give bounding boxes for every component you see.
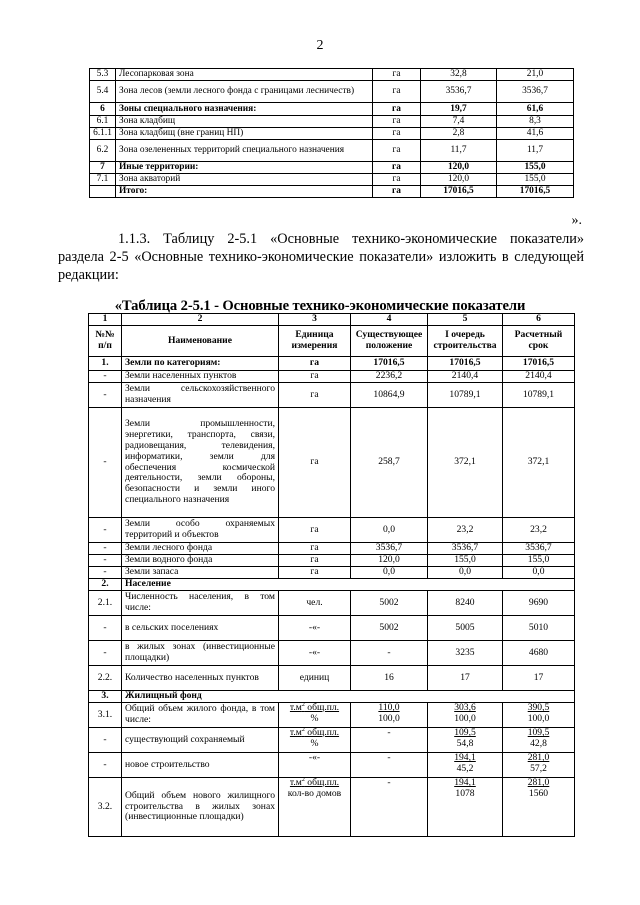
row-value-v3: 372,1	[503, 408, 575, 518]
row-name: Зона акваторий	[116, 174, 373, 186]
row-unit: -«-	[279, 641, 351, 666]
row-value-v2: 17016,5	[428, 357, 503, 371]
row-name: новое строительство	[122, 753, 279, 778]
row-value-existing: 3536,7	[421, 81, 497, 103]
row-unit: га	[373, 116, 421, 128]
table-row	[89, 518, 575, 543]
row-name: Зона кладбищ	[116, 116, 373, 128]
header-row	[89, 326, 575, 357]
row-value-existing: 120,0	[421, 174, 497, 186]
table-row	[90, 69, 574, 81]
column-header: Единица измерения	[279, 326, 351, 357]
row-name: Количество населенных пунктов	[122, 666, 279, 691]
column-number: 5	[428, 314, 503, 326]
row-value-v2: 194,1 1078	[428, 778, 503, 837]
row-unit: га	[279, 543, 351, 555]
row-unit: га	[373, 81, 421, 103]
row-name: Земли запаса	[122, 567, 279, 579]
row-unit: -«-	[279, 616, 351, 641]
row-value-planned: 21,0	[497, 69, 574, 81]
table2-title: «Таблица 2-5.1 - Основные технико-экономические показатели	[114, 298, 526, 314]
table-row	[89, 616, 575, 641]
row-value-planned: 41,6	[497, 128, 574, 140]
row-name: в жилых зонах (инвестиционные площадки)	[122, 641, 279, 666]
column-header: Существующее положение	[351, 326, 428, 357]
row-number: -	[89, 555, 122, 567]
row-value-v1: 120,0	[351, 555, 428, 567]
row-name: Земли по категориям:	[122, 357, 279, 371]
table-row	[90, 103, 574, 116]
row-value-planned: 11,7	[497, 140, 574, 162]
row-number: -	[89, 728, 122, 753]
row-number: -	[89, 543, 122, 555]
row-number: -	[89, 567, 122, 579]
row-name: Общий объем нового жилищного строительства в жилых зонах (инвестиционные площадки)	[122, 778, 279, 837]
row-value-planned: 155,0	[497, 174, 574, 186]
column-header: Расчетный срок	[503, 326, 575, 357]
row-number: 2.2.	[89, 666, 122, 691]
row-unit: га	[279, 408, 351, 518]
row-unit: га	[373, 174, 421, 186]
row-number: 3.	[89, 691, 122, 703]
row-value-v2: 155,0	[428, 555, 503, 567]
row-unit: чел.	[279, 591, 351, 616]
row-value-v3: 9690	[503, 591, 575, 616]
row-number: 6	[90, 103, 116, 116]
row-value-v1: -	[351, 778, 428, 837]
row-number: -	[89, 408, 122, 518]
row-unit: га	[373, 128, 421, 140]
row-value-v2: 8240	[428, 591, 503, 616]
row-number: 5.3	[90, 69, 116, 81]
table-row	[89, 357, 575, 371]
row-unit: га	[279, 371, 351, 383]
row-number: -	[89, 641, 122, 666]
row-value-existing: 120,0	[421, 162, 497, 174]
column-number: 2	[122, 314, 279, 326]
table-row	[89, 579, 575, 591]
row-number: 1.	[89, 357, 122, 371]
row-value-v1: -	[351, 753, 428, 778]
row-value-v2: 3536,7	[428, 543, 503, 555]
row-value-v3: 0,0	[503, 567, 575, 579]
section-heading: Население	[122, 579, 575, 591]
table-row	[90, 174, 574, 186]
row-value-v1: 5002	[351, 616, 428, 641]
row-name: Иные территории:	[116, 162, 373, 174]
table-row	[90, 186, 574, 198]
row-name: существующий сохраняемый	[122, 728, 279, 753]
row-value-planned: 8,3	[497, 116, 574, 128]
row-number: 6.1.1	[90, 128, 116, 140]
row-value-v2: 303,6 100,0	[428, 703, 503, 728]
row-value-v1: -	[351, 728, 428, 753]
row-value-v2: 194,1 45,2	[428, 753, 503, 778]
column-number: 6	[503, 314, 575, 326]
row-value-v3: 17016,5	[503, 357, 575, 371]
row-number: 2.1.	[89, 591, 122, 616]
row-unit: $т.м^2$ общ.пл. %	[279, 728, 351, 753]
row-value-v1: 16	[351, 666, 428, 691]
row-value-v1: 0,0	[351, 518, 428, 543]
row-number: -	[89, 518, 122, 543]
table-row	[90, 162, 574, 174]
row-value-v1: 5002	[351, 591, 428, 616]
row-value-existing: 17016,5	[421, 186, 497, 198]
row-name: Земли водного фонда	[122, 555, 279, 567]
row-value-v1: -	[351, 641, 428, 666]
row-name: Зоны специального назначения:	[116, 103, 373, 116]
row-value-v3: 3536,7	[503, 543, 575, 555]
row-value-v2: 10789,1	[428, 383, 503, 408]
table-main-indicators	[88, 313, 575, 837]
row-value-planned: 61,6	[497, 103, 574, 116]
row-unit: $т.м^2$ общ.пл. %	[279, 703, 351, 728]
row-value-v3: 155,0	[503, 555, 575, 567]
row-number: 3.1.	[89, 703, 122, 728]
row-value-v3: 2140,4	[503, 371, 575, 383]
column-header: I очередь строительства	[428, 326, 503, 357]
table-row	[90, 140, 574, 162]
row-unit: $т.м^2$ общ.пл. кол-во домов	[279, 778, 351, 837]
row-number: 3.2.	[89, 778, 122, 837]
row-unit: га	[373, 162, 421, 174]
row-value-v3: 281,0 1560	[503, 778, 575, 837]
column-number: 3	[279, 314, 351, 326]
row-value-v3: 390,5 100,0	[503, 703, 575, 728]
row-number: 6.2	[90, 140, 116, 162]
row-value-v2: 5005	[428, 616, 503, 641]
row-name: Численность населения, в том числе:	[122, 591, 279, 616]
closing-quote: ».	[571, 213, 582, 228]
row-value-v3: 10789,1	[503, 383, 575, 408]
table-row	[89, 728, 575, 753]
row-number: 7	[90, 162, 116, 174]
table-row	[89, 543, 575, 555]
row-name: Зона лесов (земли лесного фонда с границами лесничеств)	[116, 81, 373, 103]
row-unit: единиц	[279, 666, 351, 691]
table-row	[89, 591, 575, 616]
table-row	[89, 778, 575, 837]
row-value-v3: 17	[503, 666, 575, 691]
table-row	[90, 116, 574, 128]
row-number: 2.	[89, 579, 122, 591]
table-row	[89, 408, 575, 518]
row-name: Земли лесного фонда	[122, 543, 279, 555]
row-number: -	[89, 371, 122, 383]
row-value-existing: 7,4	[421, 116, 497, 128]
table-row	[90, 128, 574, 140]
row-name: Земли сельскохозяйственного назначения	[122, 383, 279, 408]
column-number-row	[89, 314, 575, 326]
row-name: Итого:	[116, 186, 373, 198]
row-value-existing: 32,8	[421, 69, 497, 81]
page-number: 2	[316, 38, 324, 53]
table-row	[89, 371, 575, 383]
row-name: Земли населенных пунктов	[122, 371, 279, 383]
row-value-v1: 0,0	[351, 567, 428, 579]
row-unit: га	[373, 69, 421, 81]
row-unit: га	[279, 383, 351, 408]
section-heading: Жилищный фонд	[122, 691, 575, 703]
row-unit: га	[373, 186, 421, 198]
row-value-v1: 258,7	[351, 408, 428, 518]
row-value-v2: 109,5 54,8	[428, 728, 503, 753]
row-value-v3: 281,0 57,2	[503, 753, 575, 778]
row-unit: га	[279, 518, 351, 543]
row-value-v2: 2140,4	[428, 371, 503, 383]
row-name: в сельских поселениях	[122, 616, 279, 641]
row-unit: га	[279, 555, 351, 567]
row-value-existing: 19,7	[421, 103, 497, 116]
row-name: Зона озелененных территорий специального назначения	[116, 140, 373, 162]
table-row	[89, 666, 575, 691]
table-row	[89, 753, 575, 778]
paragraph-text: 1.1.3. Таблицу 2-5.1 «Основные технико-экономические показатели» раздела 2-5 «Основные технико-экономические показатели» изложить в следующей редакции:	[58, 231, 584, 283]
table-row	[89, 383, 575, 408]
row-name: Земли промышленности, энергетики, транспорта, связи, радиовещания, телевидения, информатики, земли для обеспечения космической деятельности, земли обороны, безопасности и земли иного специального назначения	[122, 408, 279, 518]
column-number: 4	[351, 314, 428, 326]
row-unit: га	[279, 357, 351, 371]
row-value-v2: 3235	[428, 641, 503, 666]
row-value-v1: 10864,9	[351, 383, 428, 408]
row-number: -	[89, 753, 122, 778]
row-name: Земли особо охраняемых территорий и объектов	[122, 518, 279, 543]
row-unit: -«-	[279, 753, 351, 778]
row-unit: га	[373, 103, 421, 116]
row-value-v2: 17	[428, 666, 503, 691]
row-number: 5.4	[90, 81, 116, 103]
row-value-v1: 110,0 100,0	[351, 703, 428, 728]
row-number: -	[89, 383, 122, 408]
column-header: Наименование	[122, 326, 279, 357]
table-row	[89, 691, 575, 703]
row-name: Зона кладбищ (вне границ НП)	[116, 128, 373, 140]
row-value-v1: 2236,2	[351, 371, 428, 383]
row-number: -	[89, 616, 122, 641]
row-value-v1: 17016,5	[351, 357, 428, 371]
row-value-v2: 23,2	[428, 518, 503, 543]
table-row	[90, 81, 574, 103]
row-value-v2: 0,0	[428, 567, 503, 579]
row-value-planned: 17016,5	[497, 186, 574, 198]
column-header: №№ п/п	[89, 326, 122, 357]
row-number	[90, 186, 116, 198]
row-name: Общий объем жилого фонда, в том числе:	[122, 703, 279, 728]
row-value-v3: 23,2	[503, 518, 575, 543]
row-value-v3: 4680	[503, 641, 575, 666]
row-number: 7.1	[90, 174, 116, 186]
table-land-zones	[89, 68, 574, 198]
column-number: 1	[89, 314, 122, 326]
row-value-v3: 5010	[503, 616, 575, 641]
row-value-v3: 109,5 42,8	[503, 728, 575, 753]
row-name: Лесопарковая зона	[116, 69, 373, 81]
row-number: 6.1	[90, 116, 116, 128]
row-value-v2: 372,1	[428, 408, 503, 518]
table-row	[89, 567, 575, 579]
table-row	[89, 555, 575, 567]
row-unit: га	[279, 567, 351, 579]
table-row	[89, 703, 575, 728]
row-value-existing: 11,7	[421, 140, 497, 162]
row-value-existing: 2,8	[421, 128, 497, 140]
row-value-v1: 3536,7	[351, 543, 428, 555]
row-unit: га	[373, 140, 421, 162]
table-row	[89, 641, 575, 666]
row-value-planned: 155,0	[497, 162, 574, 174]
row-value-planned: 3536,7	[497, 81, 574, 103]
